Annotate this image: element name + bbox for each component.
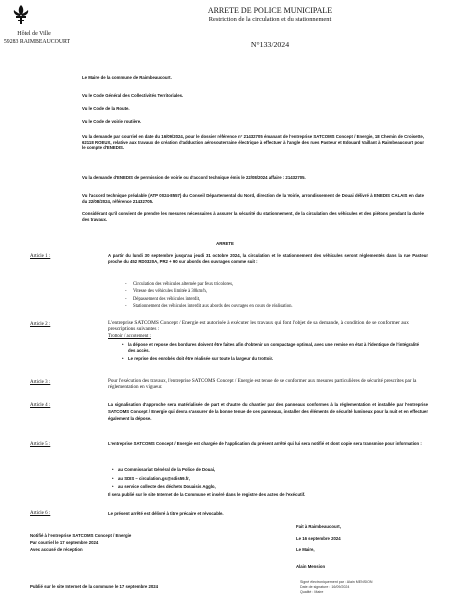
preamble-mayor: Le Maire de la commune de Raimbeaucourt. <box>82 75 172 80</box>
list-item: - Vitesse des véhicules limitée à 30km/h, <box>125 288 425 295</box>
list-item: • la dépose et repose des bordures doivent être faites afin d'obtenir un compactage optimal, avec une remise en état à l'identique de l'intégralité des accès. <box>122 342 422 354</box>
signature-place: Fait à Raimbeaucourt, <box>296 524 341 529</box>
list-item: • au service collecte des déchets Douaisis Agglo, <box>112 483 412 492</box>
list-item: - Circulation des véhicules alternée par feux tricolores, <box>125 281 425 288</box>
arrete-heading: ARRETE <box>216 241 234 246</box>
article-4-label: Article 4 : <box>30 403 51 408</box>
notification-line-2: Par courriel le 17 septembre 2024 <box>30 540 99 545</box>
signature-role: Le Maire, <box>296 547 315 552</box>
preamble-code-route: Vu le Code de la Route. <box>82 106 130 111</box>
esign-line-3: Qualité : Maire <box>300 590 324 594</box>
town-hall-label: Hôtel de Ville <box>17 31 51 37</box>
signature-date: Le 16 septembre 2024 <box>296 536 341 541</box>
list-item: - Stationnement des véhicules interdit aux abords des ouvrages en cours de réalisation. <box>125 303 425 310</box>
article-2-list <box>122 342 422 362</box>
preamble-request: Vu la demande par courriel en date du 16/09/2024, pour le dossier référence n° 21432705 émanant de l'entreprise SATCOMS Concept / Energie, 18 Chemin de Croisette, 62118 ROEUX, relative aux travaux de création d'adduction aérosouterraine électrique à effectuer à l'angle des rues Pasteur et Edouard Vaillant à Raimbeaucourt pour le compte d'ENEDIS. <box>82 134 424 151</box>
article-3-label: Article 3 : <box>30 380 51 385</box>
article-6-label: Article 6 : <box>30 511 51 516</box>
article-2-trottoir: Trottoir / accotement : <box>108 334 151 339</box>
publication-note: Publié sur le site Internet de la commune le 17 septembre 2024 <box>30 584 159 589</box>
list-item: • Le reprise des enrobés doit être réalisée sur toute la largeur du trottoir. <box>122 356 422 362</box>
list-item: - Dépassement des véhicules interdit, <box>125 296 425 303</box>
preamble-atp: Vu l'accord technique préalable (ATP 0024-8557) du Conseil Départemental du Nord, direction de la Voirie, arrondissement de Douai délivré à ENEDIS CALAIS en date du 22/08/2024, référence 21432705. <box>82 193 424 204</box>
article-5-publication: Il sera publié sur le site Internet de la Commune et inséré dans le registre des actes de l'exécutif. <box>108 492 306 497</box>
list-item: • au SDIS – circulation.gs@sdis59.fr, <box>112 475 412 484</box>
town-logo <box>10 4 32 26</box>
article-1-text: A partir du lundi 30 septembre jusqu'au jeudi 31 octobre 2024, la circulation et le stationnement des véhicules seront réglementés dans la rue Pasteur proche du 452 RD0320A, PR2 + 90 sur abords des ouvrages comme suit : <box>108 253 428 264</box>
preamble-cgct: Vu le Code Général des Collectivités Territoriales. <box>82 93 184 98</box>
signature-name: Alain Mension <box>296 564 326 569</box>
article-1-list <box>125 281 425 310</box>
list-item: • au Commissariat Général de la Police de Douai, <box>112 466 412 475</box>
article-4-text: La signalisation d'approche sera matérialisée de part et d'autre du chantier par des panneaux conformes à la réglementation et installée par l'entreprise SATCOMS Concept / Energie qui devra s'assurer de la bonne tenue de ces panneaux, installer des éléments de sécurité lumineux pour la nuit et en effectuer également la dépose. <box>108 402 428 421</box>
article-6-text: Le présent arrêté est délivré à titre précaire et révocable. <box>108 511 224 516</box>
article-5-list <box>112 466 412 492</box>
article-2-text: L'entreprise SATCOMS Concept / Energie est autorisée à exécuter les travaux qui font l'objet de sa demande, à condition de se conformer aux prescriptions suivantes : <box>108 320 409 333</box>
article-3-text: Pour l'exécution des travaux, l'entreprise SATCOMS Concept / Energie est tenue de se conformer aux mesures particulières de sécurité prescrites par la réglementation en vigueur. <box>108 378 417 391</box>
town-address: 59283 RAIMBEAUCOURT <box>3 39 71 45</box>
fleur-de-lis-icon <box>10 4 32 26</box>
article-5-text: L'entreprise SATCOMS Concept / Energie est chargée de l'application du présent arrêté qui lui sera notifié et dont copie sera transmise pour information : <box>108 441 422 446</box>
article-5-label: Article 5 : <box>30 442 51 447</box>
article-2-label: Article 2 : <box>30 322 51 327</box>
preamble-considerant: Considérant qu'il convient de prendre les mesures nécessaires à assurer la sécurité du stationnement, de la circulation des véhicules et des piétons pendant la durée des travaux. <box>82 211 424 222</box>
esign-line-1: Signé électroniquement par : Alain MENSION <box>300 580 373 584</box>
preamble-code-voirie: Vu le Code de voirie routière. <box>82 119 142 124</box>
preamble-enedis: Vu la demande d'ENEDIS de permission de voirie ou d'accord technique émis le 22/08/2024 affaire : 21432705. <box>82 175 306 180</box>
document-subtitle: Restriction de la circulation et du stationnement <box>208 16 332 23</box>
esign-line-2: Date de signature : 16/09/2024 <box>300 585 350 589</box>
notification-line-1: Notifié à l'entreprise SATCOMS Concept / Energie <box>30 533 132 538</box>
decree-number: N°133/2024 <box>250 40 290 49</box>
notification-line-3: Avec accusé de réception <box>30 547 83 552</box>
document-title: ARRETE DE POLICE MUNICIPALE <box>207 6 333 15</box>
article-1-label: Article 1 : <box>30 254 51 259</box>
